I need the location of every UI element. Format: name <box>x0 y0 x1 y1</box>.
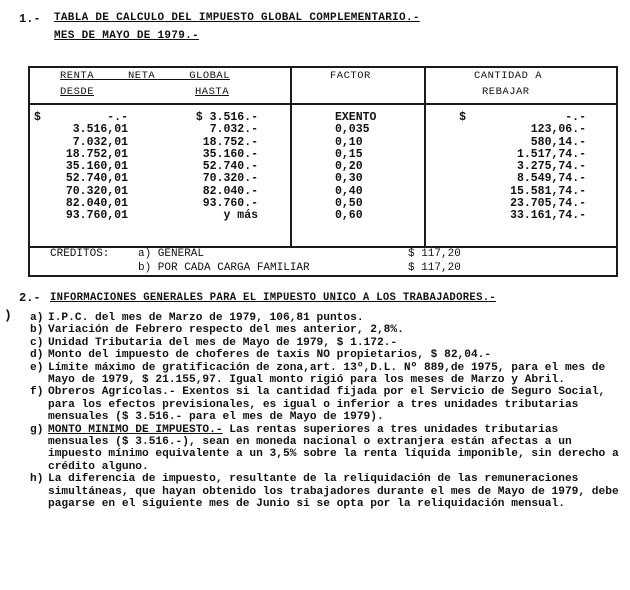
table-cell: 93.760,01 <box>65 209 128 223</box>
dollar-column <box>34 111 41 124</box>
credito-general-value: $ 117,20 <box>408 248 461 260</box>
table-cell: EXENTO <box>335 111 377 124</box>
item-text: Monto del impuesto de choferes de taxis NO propietarios, $ 82,04.- <box>48 349 492 362</box>
section-1-title-line-1: TABLA DE CALCULO DEL IMPUESTO GLOBAL COMPLEMENTARIO.- <box>54 12 420 24</box>
table-cell: 0,10 <box>335 135 363 149</box>
item-letter: d) <box>30 349 44 362</box>
column-divider <box>424 68 426 246</box>
item-text: Obreros Agrícolas.- Exentos si la cantidad fijada por el Servicio de Seguro Social, para los efectos previsionales, es igual o inferior a tres unidades tributarias mensuales ($ 3.516.- para el mes de Mayo de 1979). <box>48 386 606 424</box>
table-cell: 33.161,74.- <box>510 209 586 223</box>
table-cell: 7.032,01 <box>72 135 128 149</box>
credito-carga-familiar: b) POR CADA CARGA FAMILIAR <box>138 262 310 274</box>
item-text: Las rentas superiores a tres unidades tributarias mensuales ($ 3.516.-), sean en moneda nacional o extranjera están afectas a un impuesto mínimo equivalente a un 3,5% sobre la renta líquida imponible, sin derecho a crédito alguno. <box>48 423 619 473</box>
table-cell: 82.040,01 <box>65 197 128 211</box>
header-hasta: HASTA <box>195 86 230 98</box>
item-text: Variación de Febrero respecto del mes anterior, 2,8%. <box>48 324 404 337</box>
table-cell: y más <box>223 209 258 223</box>
desde-column <box>40 112 128 223</box>
factor-column <box>335 112 376 223</box>
column-divider <box>290 68 292 246</box>
table-cell: 0,035 <box>335 123 370 137</box>
item-letter: b) <box>30 324 44 337</box>
list-item <box>30 473 625 510</box>
table-cell: 15.581,74.- <box>510 184 586 198</box>
table-cell: 580,14.- <box>530 135 586 149</box>
section-1-number: 1.- <box>19 12 41 26</box>
list-item <box>30 386 625 423</box>
credito-general: a) GENERAL <box>138 248 205 260</box>
section-2-title: INFORMACIONES GENERALES PARA EL IMPUESTO UNICO A LOS TRABAJADORES.- <box>50 292 497 304</box>
header-desde: DESDE <box>60 86 95 98</box>
item-text: I.P.C. del mes de Marzo de 1979, 106,81 puntos. <box>48 312 364 324</box>
list-item <box>30 349 625 361</box>
hasta-column <box>172 112 258 223</box>
table-cell: 35.160,01 <box>65 160 128 174</box>
list-item <box>30 324 625 336</box>
informaciones-list <box>30 312 625 511</box>
table-cell: 123,06.- <box>530 123 586 137</box>
table-cell: 0,40 <box>335 184 363 198</box>
table-cell: 0,15 <box>335 147 363 161</box>
cantidad-dollar-column <box>458 112 466 124</box>
cantidad-column <box>470 112 586 223</box>
table-cell: $ <box>34 111 41 124</box>
table-cell: 52.740,01 <box>65 172 128 186</box>
table-cell: 3.275,74.- <box>516 160 586 174</box>
item-title: MONTO MINIMO DE IMPUESTO.- <box>48 423 223 436</box>
table-cell: 35.160.- <box>202 147 258 161</box>
table-cell: 1.517,74.- <box>516 147 586 161</box>
item-text: Límite máximo de gratificación de zona,art. 13º,D.L. Nº 889,de 1975, para el mes de Mayo de 1979, $ 21.155,97. Igual monto rigió para los meses de Marzo y Abril. <box>48 361 606 387</box>
table-cell: 23.705,74.- <box>510 197 586 211</box>
list-item <box>30 362 625 387</box>
list-item <box>30 337 625 349</box>
item-letter: h) <box>30 473 44 486</box>
item-letter: a) <box>30 312 44 324</box>
table-cell: 93.760.- <box>202 197 258 211</box>
table-cell: $ <box>459 111 466 124</box>
item-text: Unidad Tributaria del mes de Mayo de 1979, $ 1.172.- <box>48 336 398 349</box>
header-cantidad: CANTIDAD A <box>474 70 543 82</box>
header-divider <box>30 103 616 105</box>
table-cell: 70.320,01 <box>65 184 128 198</box>
creditos-label: CREDITOS: <box>50 248 110 260</box>
section-2-number: 2.- <box>19 291 41 305</box>
table-cell: 82.040.- <box>202 184 258 198</box>
table-cell: 52.740.- <box>202 160 258 174</box>
tax-table <box>28 66 618 277</box>
header-rebajar: REBAJAR <box>482 86 530 98</box>
list-item <box>30 424 625 474</box>
item-letter: g) <box>30 423 44 436</box>
section-1-title-line-2: MES DE MAYO DE 1979.- <box>54 30 199 42</box>
table-cell: -.- <box>107 111 128 124</box>
item-letter: f) <box>30 386 44 399</box>
table-cell: 0,60 <box>335 209 363 223</box>
table-cell: 8.549,74.- <box>516 172 586 186</box>
table-cell: 7.032.- <box>209 123 258 137</box>
margin-mark: ) <box>4 308 12 323</box>
table-cell: 0,30 <box>335 172 363 186</box>
item-letter: e) <box>30 361 44 374</box>
item-letter: c) <box>30 336 44 349</box>
credits-divider <box>30 246 616 248</box>
header-renta-neta-global: RENTA NETA GLOBAL <box>60 70 231 82</box>
header-factor: FACTOR <box>330 70 371 82</box>
item-text: La diferencia de impuesto, resultante de la reliquidación de las remuneraciones simultáneas, que hayan obtenido los trabajadores durante el mes de Mayo de 1979, debe pagarse en el siguiente mes de Junio si se opta por la reliquidación mensual. <box>48 473 619 511</box>
table-cell: 0,50 <box>335 197 363 211</box>
table-cell: $ 3.516.- <box>195 111 258 124</box>
table-cell: 18.752.- <box>202 135 258 149</box>
list-item <box>30 312 625 324</box>
credito-carga-familiar-value: $ 117,20 <box>408 262 461 274</box>
table-cell: 0,20 <box>335 160 363 174</box>
table-cell: 3.516,01 <box>72 123 128 137</box>
table-cell: 70.320.- <box>202 172 258 186</box>
table-cell: -.- <box>565 111 586 124</box>
table-cell: 18.752,01 <box>65 147 128 161</box>
